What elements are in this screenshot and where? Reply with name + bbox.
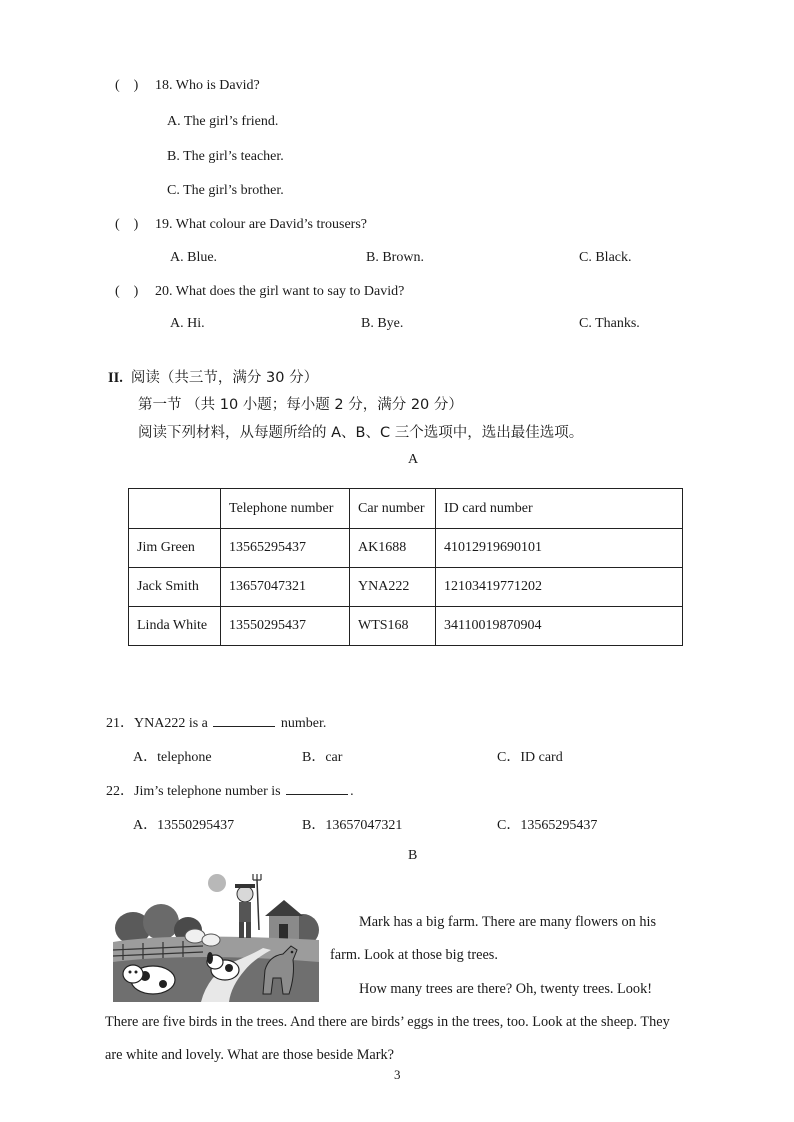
- q21-option-c: C．ID card: [497, 750, 563, 765]
- q21-option-b: B．car: [302, 750, 343, 765]
- question-text: 18. Who is David?: [155, 78, 260, 93]
- question-text: 19. What colour are David’s trousers?: [155, 217, 368, 232]
- table-header-row: [129, 489, 683, 529]
- question-text-end: .: [350, 784, 354, 799]
- table-cell: WTS168: [350, 607, 436, 646]
- table-cell: Jim Green: [129, 529, 221, 568]
- table-cell: YNA222: [350, 568, 436, 607]
- table-header-cell: [129, 489, 221, 529]
- table-cell: 34110019870904: [436, 607, 683, 646]
- q21-option-a: A．telephone: [133, 750, 212, 765]
- answer-paren[interactable]: ( ): [115, 78, 139, 93]
- q20-option-a: A. Hi.: [170, 316, 205, 331]
- question-22: [106, 780, 354, 800]
- q20-option-c: C. Thanks.: [579, 316, 640, 331]
- sub-section-title: 第一节 （共 10 小题；每小题 2 分，满分 20 分）: [138, 397, 463, 413]
- q20-option-b: B. Bye.: [361, 316, 404, 331]
- part-a-label: A: [408, 452, 419, 467]
- table-row: [129, 607, 683, 646]
- instruction-text: 阅读下列材料，从每题所给的 A、B、C 三个选项中，选出最佳选项。: [138, 425, 584, 441]
- q19-option-a: A. Blue.: [170, 250, 218, 265]
- question-20: [115, 284, 404, 300]
- table-cell: 13657047321: [221, 568, 350, 607]
- answer-paren[interactable]: ( ): [115, 284, 139, 299]
- passage-line-1: Mark has a big farm. There are many flowers on his: [359, 914, 657, 930]
- table-cell: Linda White: [129, 607, 221, 646]
- q22-option-c: C．13565295437: [497, 818, 598, 833]
- passage-line-2: farm. Look at those big trees.: [330, 947, 498, 963]
- q18-option-a: A. The girl’s friend.: [167, 114, 279, 129]
- answer-blank[interactable]: [286, 782, 348, 795]
- part-b-label: B: [408, 848, 418, 863]
- table-header-cell: ID card number: [436, 489, 683, 529]
- question-text: 22．Jim’s telephone number is: [106, 784, 281, 799]
- question-text: 20. What does the girl want to say to David?: [155, 284, 405, 299]
- page-number: 3: [394, 1067, 401, 1082]
- table-header-cell: Telephone number: [221, 489, 350, 529]
- table-row: [129, 568, 683, 607]
- table-header-cell: Car number: [350, 489, 436, 529]
- table-cell: 13565295437: [221, 529, 350, 568]
- q19-option-c: C. Black.: [579, 250, 632, 265]
- q22-option-b: B．13657047321: [302, 818, 403, 833]
- table-cell: AK1688: [350, 529, 436, 568]
- passage-line-3: How many trees are there? Oh, twenty trees. Look!: [359, 981, 652, 997]
- info-table: [128, 488, 683, 646]
- question-text-end: number.: [280, 716, 327, 731]
- answer-paren[interactable]: ( ): [115, 217, 139, 232]
- farm-illustration: [113, 870, 319, 1002]
- question-19: [115, 217, 367, 233]
- q18-option-b: B. The girl’s teacher.: [167, 149, 284, 164]
- passage-line-5: are white and lovely. What are those beside Mark?: [105, 1047, 395, 1063]
- question-18: [115, 78, 260, 94]
- table-row: [129, 529, 683, 568]
- q19-option-b: B. Brown.: [366, 250, 424, 265]
- question-text: 21．YNA222 is a: [106, 716, 208, 731]
- q22-option-a: A．13550295437: [133, 818, 235, 833]
- passage-line-4: There are five birds in the trees. And there are birds’ eggs in the trees, too. Look at the sheep. They: [105, 1014, 670, 1030]
- table-cell: 12103419771202: [436, 568, 683, 607]
- question-21: [106, 712, 326, 732]
- q18-option-c: C. The girl’s brother.: [167, 183, 284, 198]
- section-title: 阅读（共三节，满分 30 分）: [130, 370, 319, 386]
- section-heading: [108, 366, 318, 387]
- table-cell: Jack Smith: [129, 568, 221, 607]
- section-number: II.: [108, 370, 123, 386]
- answer-blank[interactable]: [213, 714, 275, 727]
- table-cell: 13550295437: [221, 607, 350, 646]
- table-cell: 41012919690101: [436, 529, 683, 568]
